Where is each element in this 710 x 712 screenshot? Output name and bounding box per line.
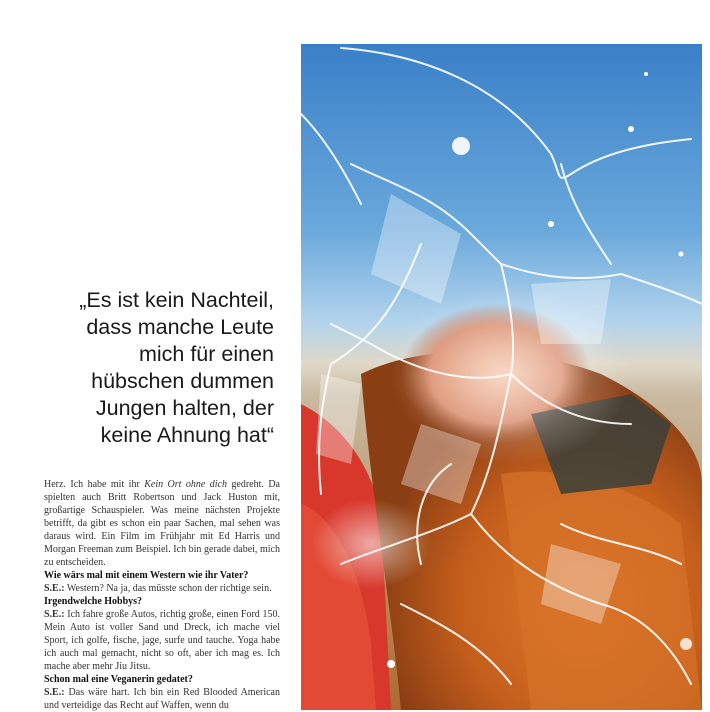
photo-illustration [301, 44, 702, 710]
interview-question: Schon mal eine Veganerin gedatet? [44, 674, 193, 685]
broken-glass-photo [301, 44, 702, 710]
speaker-label: S.E.: [44, 609, 65, 620]
interview-answer [44, 608, 280, 673]
pull-quote-line: Jungen halten, der [95, 396, 274, 420]
article-body [44, 478, 280, 712]
text: Ich fahre große Autos, richtig große, einen Ford 150. Mein Auto ist voller Sand und Dreck, ich mache viel Sport, ich golfe, fische, jage, surfe und tauche. Yoga habe ich auch mal gemacht, nicht so oft, aber ich mag es. Ich mache aber mehr Jiu Jitsu. [44, 609, 280, 672]
pull-quote-line: „Es ist kein Nachteil, [79, 288, 274, 312]
interview-question: Irgendwelche Hobbys? [44, 596, 143, 607]
pull-quote-line: hübschen dummen [91, 369, 274, 393]
speaker-label: S.E.: [44, 583, 65, 594]
pull-quote [40, 287, 274, 449]
article-paragraph [44, 478, 280, 569]
text: Herz. Ich habe mit ihr [44, 479, 145, 490]
text: Western? Na ja, das müsste schon der richtige sein. [64, 583, 272, 594]
interview-answer [44, 582, 280, 595]
pull-quote-line: dass manche Leute [86, 315, 274, 339]
pull-quote-line: keine Ahnung hat“ [100, 423, 274, 447]
interview-answer [44, 686, 280, 712]
film-title: Kein Ort ohne dich [144, 479, 227, 490]
text: gedreht. Da spielten auch Britt Robertson und Jack Huston mit, großartige Schauspieler. Was meine nächsten Projekte betrifft, da gibt es schon ein paar Sachen, mal sehen was daraus wird. Ein Film im Frühjahr mit Ed Harris und Morgan Freeman zum Beispiel. Ich bin gerade dabei, mich zu entscheiden. [44, 479, 280, 568]
speaker-label: S.E.: [44, 687, 65, 698]
interview-question: Wie wärs mal mit einem Western wie ihr Vater? [44, 570, 249, 581]
text: Das wäre hart. Ich bin ein Red Blooded American und verteidige das Recht auf Waffen, wenn du [44, 687, 280, 711]
pull-quote-line: mich für einen [138, 342, 274, 366]
